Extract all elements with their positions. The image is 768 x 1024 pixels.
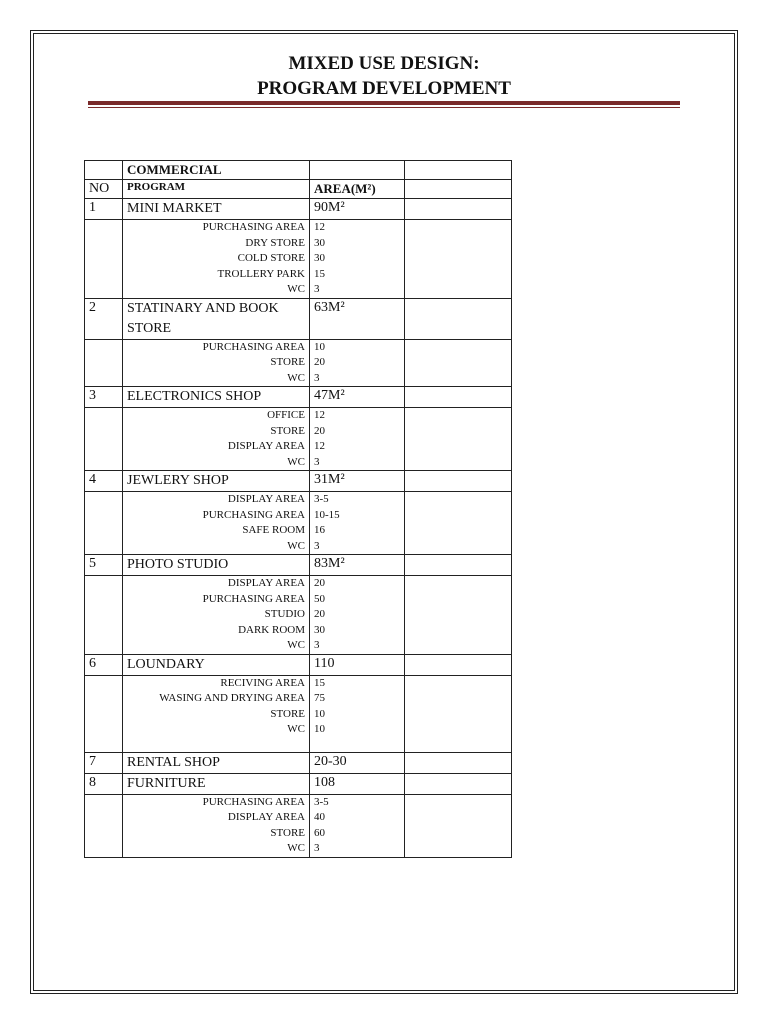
empty-cell bbox=[85, 408, 123, 471]
empty-cell bbox=[405, 794, 512, 857]
empty-cell bbox=[405, 752, 512, 773]
header-area: AREA(M²) bbox=[310, 180, 405, 199]
program-name: PHOTO STUDIO bbox=[123, 555, 310, 576]
sub-item-value: 50 bbox=[314, 592, 325, 605]
sub-item-value: 3 bbox=[314, 283, 320, 295]
empty-cell bbox=[85, 576, 123, 655]
sub-item-name: WC bbox=[287, 539, 305, 552]
row-number: 1 bbox=[85, 199, 123, 220]
empty-cell bbox=[405, 298, 512, 339]
table-row bbox=[85, 387, 512, 408]
sub-item-value: 40 bbox=[314, 811, 325, 823]
sub-items-row bbox=[85, 794, 512, 857]
sub-item-name: WC bbox=[287, 723, 305, 735]
sub-item-value: 10-15 bbox=[314, 508, 340, 521]
sub-item-name: STORE bbox=[270, 424, 305, 437]
sub-item-values bbox=[310, 794, 405, 857]
header-no: NO bbox=[85, 180, 123, 199]
program-area: 47M² bbox=[310, 387, 405, 408]
program-name: MINI MARKET bbox=[123, 199, 310, 220]
program-name: RENTAL SHOP bbox=[123, 752, 310, 773]
table-header-category-row bbox=[85, 161, 512, 180]
program-name: STATINARY AND BOOK STORE bbox=[123, 298, 310, 339]
sub-item-value: 10 bbox=[314, 340, 325, 353]
empty-cell bbox=[85, 339, 123, 387]
header-empty-cell bbox=[405, 161, 512, 180]
sub-item-name: DARK ROOM bbox=[238, 623, 305, 636]
sub-item-name: DISPLAY AREA bbox=[227, 493, 305, 505]
sub-items-row bbox=[85, 220, 512, 299]
sub-item-name: PURCHASING AREA bbox=[202, 340, 305, 353]
table-header-row bbox=[85, 180, 512, 199]
sub-item-name: DISPLAY AREA bbox=[227, 577, 305, 589]
sub-item-name: DISPLAY AREA bbox=[227, 811, 305, 823]
sub-item-name: PURCHASING AREA bbox=[202, 592, 305, 605]
program-area: 110 bbox=[310, 654, 405, 675]
empty-cell bbox=[85, 220, 123, 299]
sub-item-value: 3-5 bbox=[314, 493, 329, 505]
sub-item-name: PURCHASING AREA bbox=[202, 221, 305, 233]
table-row bbox=[85, 555, 512, 576]
sub-item-name: WC bbox=[287, 371, 305, 384]
sub-item-name: RECIVING AREA bbox=[220, 676, 305, 689]
row-number: 2 bbox=[85, 298, 123, 339]
title-line-1: MIXED USE DESIGN: bbox=[288, 53, 480, 74]
program-area: 108 bbox=[310, 773, 405, 794]
program-table bbox=[84, 160, 512, 858]
program-area: 90M² bbox=[310, 199, 405, 220]
sub-items-row bbox=[85, 492, 512, 555]
sub-items-row bbox=[85, 675, 512, 752]
empty-cell bbox=[405, 576, 512, 655]
sub-item-values bbox=[310, 220, 405, 299]
sub-item-value: 3-5 bbox=[314, 795, 329, 808]
sub-item-name: STORE bbox=[270, 826, 305, 839]
sub-item-names bbox=[123, 408, 310, 471]
program-area: 63M² bbox=[310, 298, 405, 339]
header-category: COMMERCIAL bbox=[123, 161, 310, 180]
sub-items-row bbox=[85, 339, 512, 387]
sub-item-value: 10 bbox=[314, 707, 325, 720]
program-area: 83M² bbox=[310, 555, 405, 576]
program-name: JEWLERY SHOP bbox=[123, 471, 310, 492]
sub-item-value: 3 bbox=[314, 455, 320, 468]
sub-item-value: 3 bbox=[314, 639, 320, 651]
row-number: 3 bbox=[85, 387, 123, 408]
sub-item-value: 30 bbox=[314, 623, 325, 636]
sub-item-value: 3 bbox=[314, 371, 320, 384]
program-name: LOUNDARY bbox=[123, 654, 310, 675]
empty-cell bbox=[405, 408, 512, 471]
sub-item-name: WASING AND DRYING AREA bbox=[159, 692, 305, 704]
sub-item-names bbox=[123, 492, 310, 555]
empty-cell bbox=[405, 199, 512, 220]
table-row bbox=[85, 298, 512, 339]
sub-item-value: 16 bbox=[314, 524, 325, 536]
sub-item-value: 30 bbox=[314, 252, 325, 264]
sub-item-names bbox=[123, 220, 310, 299]
empty-cell bbox=[405, 555, 512, 576]
sub-item-value: 20 bbox=[314, 577, 325, 589]
sub-item-name: COLD STORE bbox=[237, 252, 305, 264]
sub-item-value: 10 bbox=[314, 723, 325, 735]
sub-item-name: WC bbox=[287, 455, 305, 468]
empty-cell bbox=[405, 675, 512, 752]
sub-item-name: WC bbox=[287, 639, 305, 651]
header-program: PROGRAM bbox=[123, 180, 310, 199]
sub-item-value: 20 bbox=[314, 608, 325, 620]
row-number: 8 bbox=[85, 773, 123, 794]
empty-cell bbox=[85, 675, 123, 752]
sub-item-value: 20 bbox=[314, 356, 325, 368]
sub-item-name: STUDIO bbox=[264, 608, 305, 620]
sub-item-value: 3 bbox=[314, 539, 320, 552]
sub-item-name: OFFICE bbox=[267, 409, 305, 421]
header-empty-cell bbox=[85, 161, 123, 180]
sub-item-name: DISPLAY AREA bbox=[227, 440, 305, 452]
sub-item-value: 3 bbox=[314, 842, 320, 854]
empty-cell bbox=[405, 773, 512, 794]
empty-cell bbox=[85, 492, 123, 555]
row-number: 6 bbox=[85, 654, 123, 675]
sub-item-name: PURCHASING AREA bbox=[202, 508, 305, 521]
header-empty-cell bbox=[310, 161, 405, 180]
sub-items-row bbox=[85, 408, 512, 471]
empty-cell bbox=[405, 471, 512, 492]
table-row bbox=[85, 471, 512, 492]
title-rule-thin bbox=[88, 107, 680, 108]
program-name: FURNITURE bbox=[123, 773, 310, 794]
program-area: 31M² bbox=[310, 471, 405, 492]
header-empty-cell bbox=[405, 180, 512, 199]
sub-item-name: WC bbox=[287, 842, 305, 854]
empty-cell bbox=[85, 794, 123, 857]
sub-item-value: 60 bbox=[314, 826, 325, 839]
table-row bbox=[85, 199, 512, 220]
sub-item-name: WC bbox=[287, 283, 305, 295]
sub-item-value: 15 bbox=[314, 267, 325, 280]
sub-item-name: SAFE ROOM bbox=[242, 524, 305, 536]
empty-cell bbox=[405, 654, 512, 675]
sub-item-names bbox=[123, 794, 310, 857]
empty-cell bbox=[405, 492, 512, 555]
row-number: 5 bbox=[85, 555, 123, 576]
sub-item-name: TROLLERY PARK bbox=[217, 267, 305, 280]
sub-item-values bbox=[310, 675, 405, 752]
sub-item-name: STORE bbox=[270, 356, 305, 368]
title-rule-thick bbox=[88, 101, 680, 105]
row-number: 4 bbox=[85, 471, 123, 492]
empty-cell bbox=[405, 220, 512, 299]
sub-item-value: 12 bbox=[314, 409, 325, 421]
table-row bbox=[85, 752, 512, 773]
sub-item-names bbox=[123, 576, 310, 655]
sub-item-value: 30 bbox=[314, 236, 325, 249]
program-name: ELECTRONICS SHOP bbox=[123, 387, 310, 408]
sub-item-values bbox=[310, 576, 405, 655]
sub-items-row bbox=[85, 576, 512, 655]
empty-cell bbox=[405, 339, 512, 387]
title-line-2: PROGRAM DEVELOPMENT bbox=[257, 78, 511, 99]
sub-item-names bbox=[123, 339, 310, 387]
empty-cell bbox=[405, 387, 512, 408]
table-row bbox=[85, 654, 512, 675]
program-area: 20-30 bbox=[310, 752, 405, 773]
table-row bbox=[85, 773, 512, 794]
sub-item-value: 12 bbox=[314, 440, 325, 452]
sub-item-values bbox=[310, 408, 405, 471]
sub-item-names bbox=[123, 675, 310, 752]
sub-item-name: DRY STORE bbox=[245, 236, 305, 249]
sub-item-value: 75 bbox=[314, 692, 325, 704]
sub-item-name: STORE bbox=[270, 707, 305, 720]
sub-item-value: 20 bbox=[314, 424, 325, 437]
sub-item-value: 12 bbox=[314, 221, 325, 233]
sub-item-value: 15 bbox=[314, 676, 325, 689]
sub-item-values bbox=[310, 492, 405, 555]
row-number: 7 bbox=[85, 752, 123, 773]
sub-item-values bbox=[310, 339, 405, 387]
sub-item-name: PURCHASING AREA bbox=[202, 795, 305, 808]
